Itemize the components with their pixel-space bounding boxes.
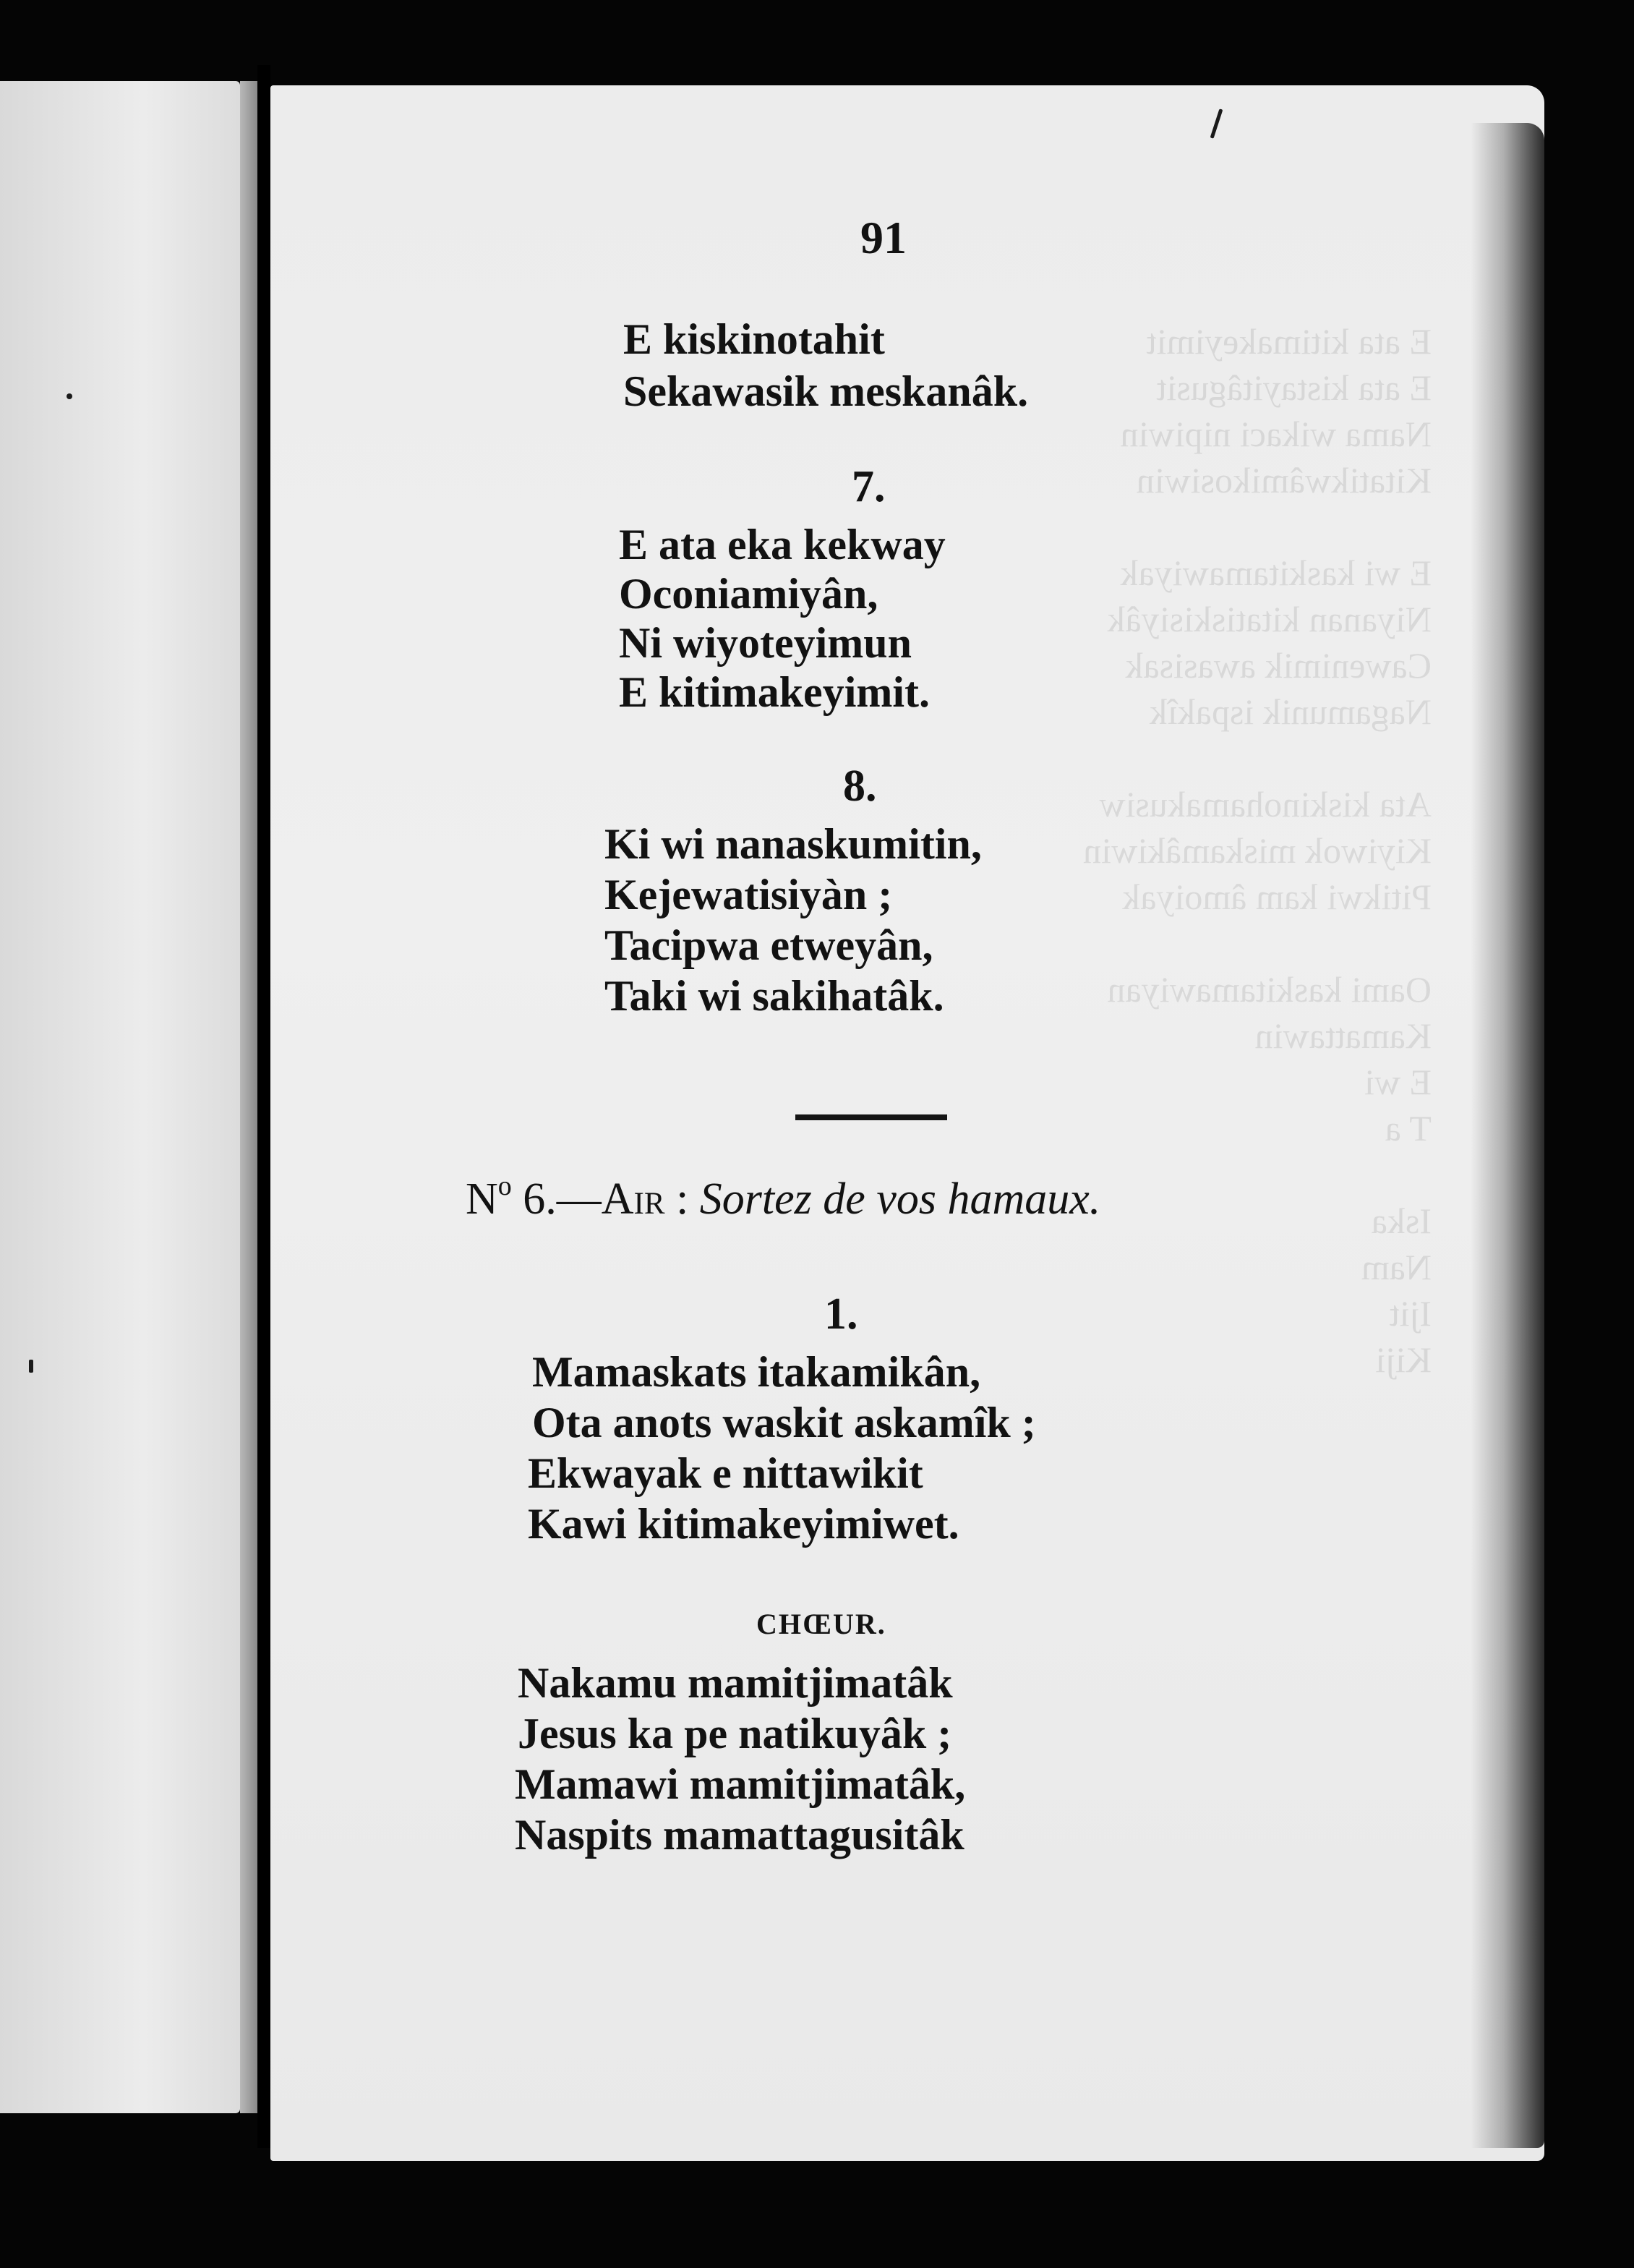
chorus-line: Naspits mamattagusitâk xyxy=(515,1811,964,1859)
facing-page xyxy=(0,81,240,2113)
chorus-line: Nakamu mamitjimatâk xyxy=(518,1659,953,1707)
verse-line: E ata eka kekway xyxy=(619,521,946,568)
verse-line: Mamaskats itakamikân, xyxy=(532,1348,981,1396)
number-abbrev: N xyxy=(466,1174,498,1224)
verse-line: Ni wiyoteyimun xyxy=(619,619,912,667)
chorus-line: Jesus ka pe natikuyâk ; xyxy=(518,1710,952,1757)
number-abbrev-superscript: o xyxy=(497,1171,512,1201)
heading-separator: : xyxy=(664,1174,700,1224)
verse-line: Oconiamiyân, xyxy=(619,570,878,618)
verse-line: Kejewatisiyàn ; xyxy=(604,871,893,918)
verse-number: 1. xyxy=(824,1289,858,1339)
verse-line: E kitimakeyimit. xyxy=(619,668,930,716)
page-edge-shadow xyxy=(1471,123,1544,2148)
verse-line: Tacipwa etweyân, xyxy=(604,921,933,969)
verse-line: Sekawasik meskanâk. xyxy=(623,367,1029,415)
verse-number: 7. xyxy=(852,462,886,511)
verse-line: E kiskinotahit xyxy=(623,315,885,363)
chorus-label: CHŒUR. xyxy=(756,1608,886,1640)
book-gutter xyxy=(257,65,270,2148)
page-number: 91 xyxy=(860,212,907,263)
air-label: Air xyxy=(601,1174,665,1224)
verse-number: 8. xyxy=(843,762,877,811)
tune-name: Sortez de vos hamaux. xyxy=(699,1174,1101,1224)
hymn-heading xyxy=(466,1170,1100,1225)
facing-page-edge xyxy=(240,81,257,2113)
verse-line: Ki wi nanaskumitin, xyxy=(604,820,982,868)
scan-speck xyxy=(29,1360,33,1373)
hymn-number: 6.— xyxy=(511,1174,602,1224)
verse-line: Taki wi sakihatâk. xyxy=(604,972,944,1020)
section-divider xyxy=(795,1114,947,1120)
verse-line: Kawi kitimakeyimiwet. xyxy=(528,1500,959,1548)
verse-line: Ekwayak e nittawikit xyxy=(528,1449,923,1497)
verse-line: Ota anots waskit askamîk ; xyxy=(532,1399,1036,1446)
chorus-line: Mamawi mamitjimatâk, xyxy=(515,1760,966,1808)
scan-speck xyxy=(67,393,72,399)
